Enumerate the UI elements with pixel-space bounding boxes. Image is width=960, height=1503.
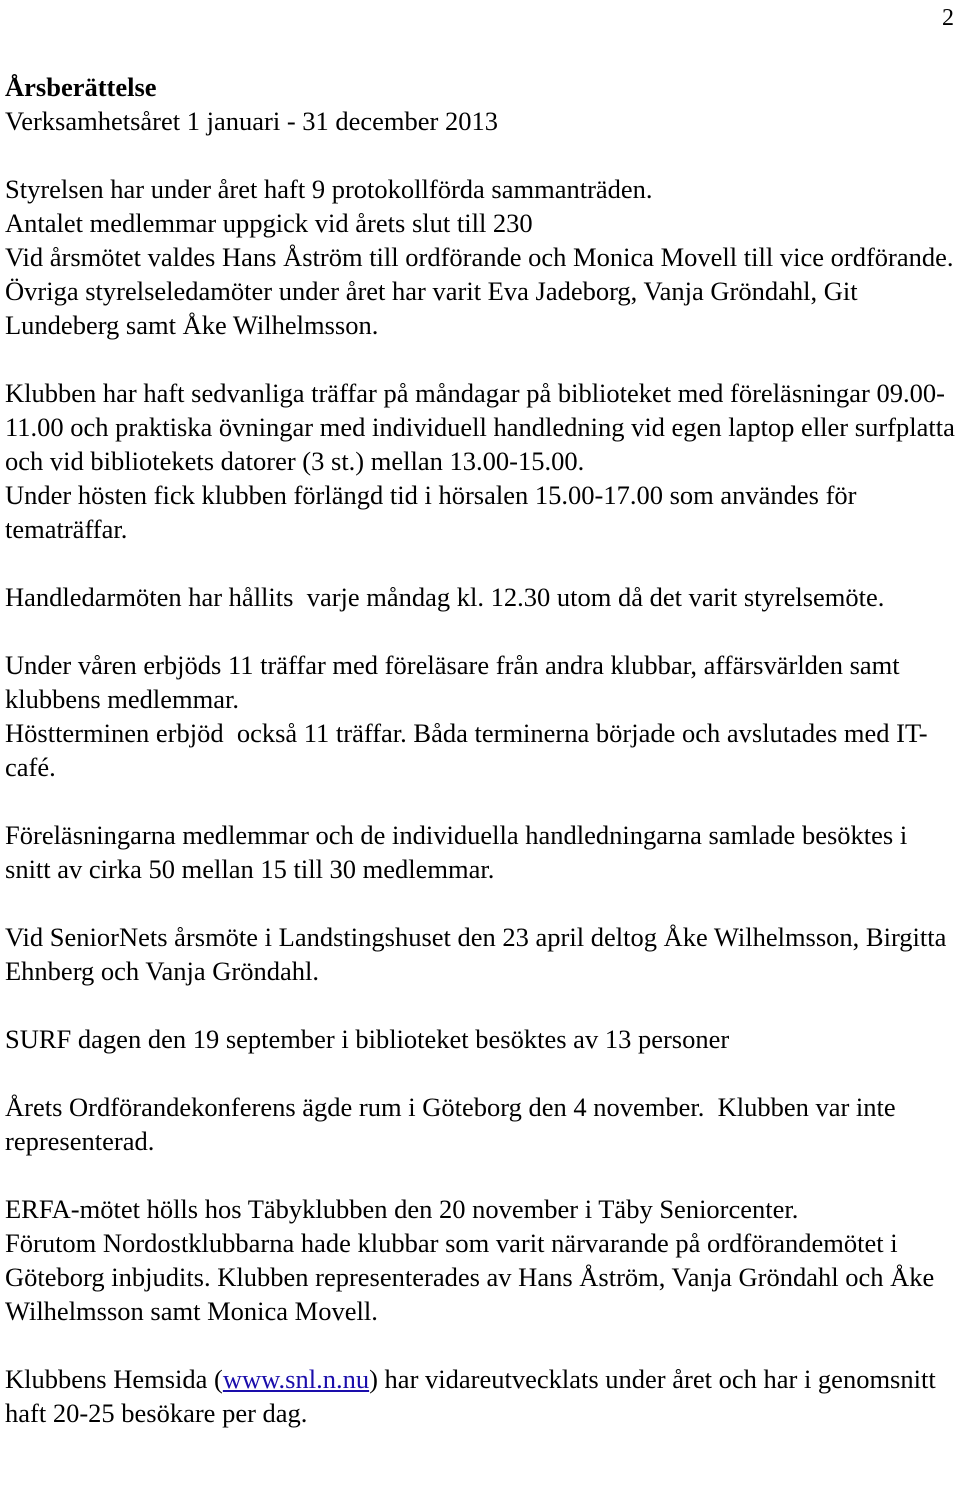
erfa-details-text: Förutom Nordostklubbarna hade klubbar som varit närvarande på ordförandemötet i Göteborg inbjudits. Klubben representerades av Hans Åström, Vanja Gröndahl och Åke Wilhelmsson samt Monica Movell.	[5, 1228, 935, 1326]
spring-lectures-text: Under våren erbjöds 11 träffar med föreläsare från andra klubbar, affärsvärlden samt klubbens medlemmar.	[5, 650, 900, 714]
seniornet-meeting-text: Vid SeniorNets årsmöte i Landstingshuset den 23 april deltog Åke Wilhelmsson, Birgitta Ehnberg och Vanja Gröndahl.	[5, 922, 947, 986]
page-number: 2	[942, 5, 954, 31]
board-election-text: Vid årsmötet valdes Hans Åström till ordförande och Monica Movell till vice ordförande. Övriga styrelseledamöter under året har varit Eva Jadeborg, Vanja Gröndahl, Git Lundeberg samt Åke Wilhelmsson.	[5, 242, 954, 340]
chair-conference-text: Årets Ordförandekonferens ägde rum i Göteborg den 4 november. Klubben var inte representerad.	[5, 1092, 903, 1156]
erfa-meeting-text: ERFA-mötet hölls hos Täbyklubben den 20 november i Täby Seniorcenter.	[5, 1194, 799, 1224]
document-heading: Årsberättelse	[5, 72, 157, 102]
autumn-hall-text: Under hösten fick klubben förlängd tid i hörsalen 15.00-17.00 som användes för tematräffar.	[5, 480, 857, 544]
monday-meetings-text: Klubben har haft sedvanliga träffar på måndagar på biblioteket med föreläsningar 09.00-11.00 och praktiska övningar med individuell handledning vid egen laptop eller surfplatta och vid bibliotekets datorer (3 st.) mellan 13.00-15.00.	[5, 378, 955, 476]
board-meetings-text: Styrelsen har under året haft 9 protokollförda sammanträden.	[5, 174, 653, 204]
member-count-text: Antalet medlemmar uppgick vid årets slut till 230	[5, 208, 533, 238]
fiscal-year-subheading: Verksamhetsåret 1 januari - 31 december 2013	[5, 106, 499, 136]
autumn-term-text: Höstterminen erbjöd också 11 träffar. Båda terminerna började och avslutades med IT-café.	[5, 718, 928, 782]
surf-day-text: SURF dagen den 19 september i biblioteket besöktes av 13 personer	[5, 1024, 730, 1054]
document-body	[5, 70, 957, 1430]
website-text-before: Klubbens Hemsida (	[5, 1364, 223, 1394]
website-link[interactable]: www.snl.n.nu	[222, 1364, 370, 1394]
supervisor-meetings-text: Handledarmöten har hållits varje måndag kl. 12.30 utom då det varit styrelsemöte.	[5, 582, 885, 612]
website-text-after: ) har vidareutvecklats under året och har i genomsnitt haft 20-25 besökare per dag.	[5, 1364, 949, 1428]
attendance-text: Föreläsningarna medlemmar och de individuella handledningarna samlade besöktes i snitt av cirka 50 mellan 15 till 30 medlemmar.	[5, 820, 908, 884]
website-paragraph	[5, 1362, 957, 1430]
